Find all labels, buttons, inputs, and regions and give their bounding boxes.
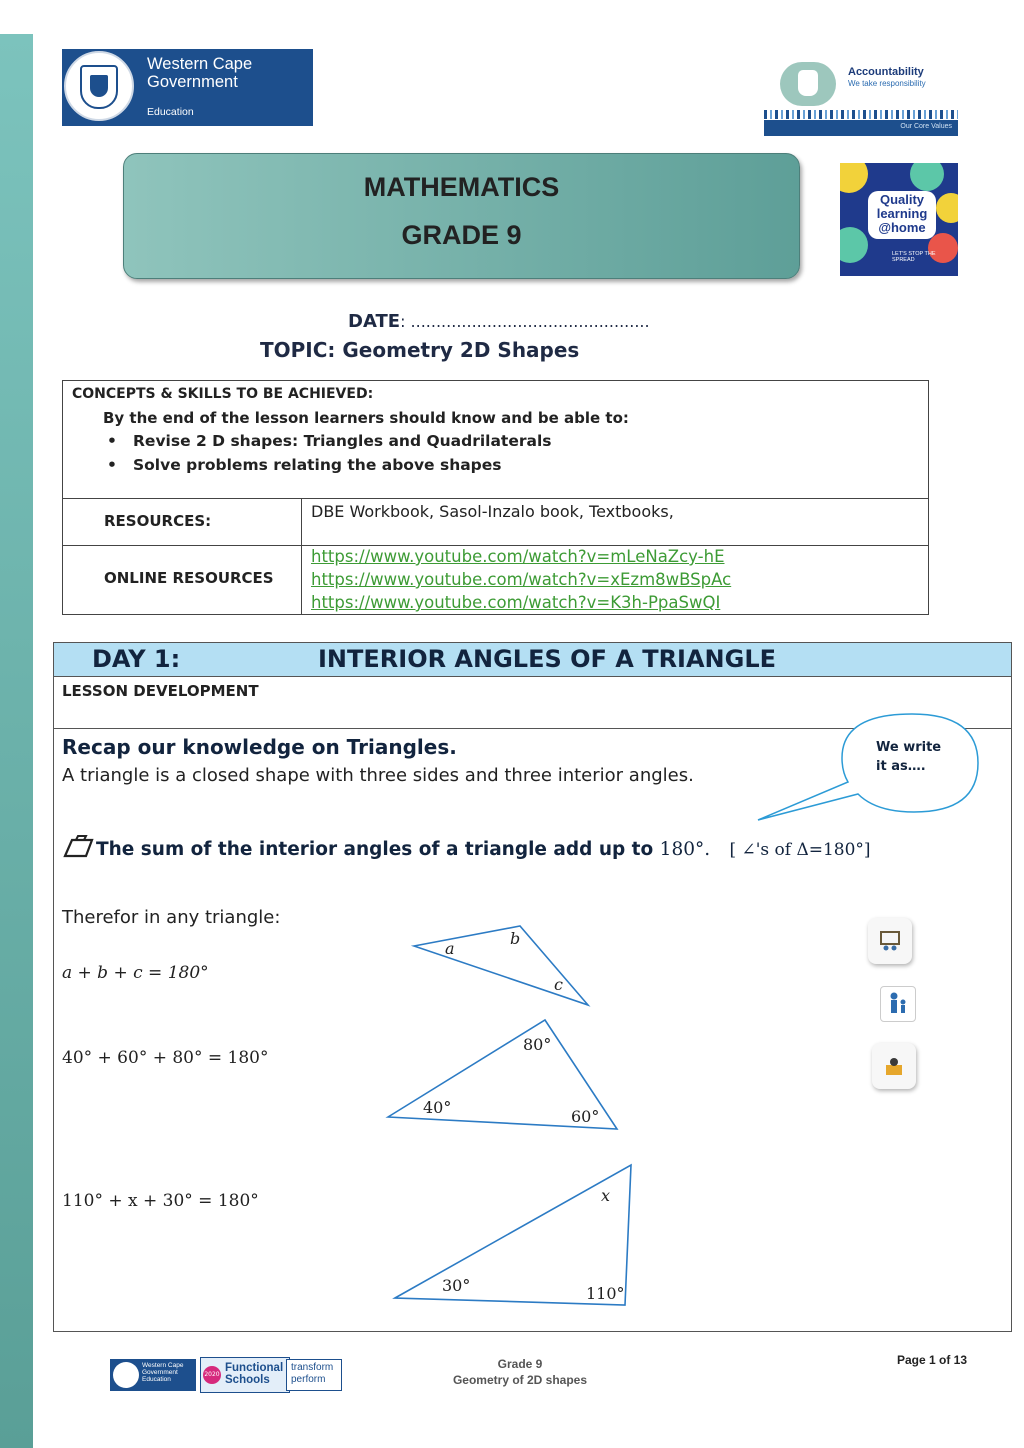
functional-year: 2020 (203, 1366, 221, 1384)
lesson-development-label: LESSON DEVELOPMENT (62, 682, 259, 700)
resources-row (63, 498, 928, 546)
core-values-bar (764, 120, 958, 136)
youtube-link-2[interactable]: https://www.youtube.com/watch?v=xEzm8wBSpAc (311, 570, 732, 589)
triangle2-label-40: 40° (423, 1098, 452, 1117)
day-title: INTERIOR ANGLES OF A TRIANGLE (318, 645, 777, 673)
rule-text: The sum of the interior angles of a triangle add up to (96, 839, 660, 860)
date-blank: : ............................................... (400, 312, 650, 331)
transform-perform-logo (286, 1359, 342, 1391)
footer-subject: Geometry of 2D shapes (452, 1373, 588, 1387)
equation-2: 40° + 60° + 80° = 180° (62, 1048, 269, 1068)
transform-perform-text: transform perform (291, 1362, 334, 1385)
page-number: Page 1 of 13 (897, 1353, 968, 1367)
hand-icon (780, 62, 836, 106)
clipboard-icon (62, 834, 96, 860)
online-resources-row (63, 545, 928, 614)
speech-bubble (752, 708, 984, 828)
accountability-sub: We take responsibility (848, 79, 926, 88)
triangle2-label-60: 60° (571, 1107, 600, 1126)
footer-logo-name: Western Cape Government (142, 1362, 184, 1376)
triangle2-label-80: 80° (523, 1035, 552, 1054)
classroom-icon[interactable] (868, 918, 912, 964)
therefor-text: Therefor in any triangle: (62, 907, 281, 928)
recap-heading: Recap our knowledge on Triangles. (62, 735, 457, 759)
concepts-intro: By the end of the lesson learners should know and be able to: (103, 409, 629, 427)
decorative-dots (764, 110, 958, 119)
grade-title: GRADE 9 (401, 220, 522, 250)
date-line (348, 311, 650, 332)
triangle1-label-a: a (445, 939, 455, 958)
concepts-heading: CONCEPTS & SKILLS TO BE ACHIEVED: (72, 386, 374, 402)
footer-wcg-logo (110, 1359, 196, 1391)
day-label: DAY 1: (92, 645, 181, 673)
core-values-text: Our Core Values (900, 123, 952, 130)
western-cape-government-logo (62, 49, 313, 126)
youtube-link-1[interactable]: https://www.youtube.com/watch?v=mLeNaZcy-hE (311, 547, 725, 566)
concepts-row (63, 381, 928, 499)
functional-schools-text: Functional Schools (225, 1362, 284, 1386)
triangle-definition: A triangle is a closed shape with three sides and three interior angles. (62, 765, 694, 786)
subject-title: MATHEMATICS (363, 172, 560, 202)
footer-logos (110, 1357, 342, 1393)
rule-value: 180°. (659, 839, 711, 860)
footer-grade: Grade 9 (497, 1357, 543, 1371)
resources-value: DBE Workbook, Sasol-Inzalo book, Textbooks, (311, 502, 674, 521)
footer-logo-sub: Education (142, 1376, 171, 1383)
decorative-sidebar-strip (0, 34, 33, 1448)
online-resources-label: ONLINE RESOURCES (104, 569, 274, 587)
rule-notation: [ ∠'s of Δ=180°] (729, 840, 871, 860)
concept-bullet-text: Solve problems relating the above shapes (133, 456, 502, 474)
concept-bullet: • Solve problems relating the above shapes (107, 456, 502, 474)
triangle1-label-b: b (510, 929, 521, 948)
student-computer-icon[interactable] (872, 1043, 916, 1089)
topic-line: TOPIC: Geometry 2D Shapes (260, 338, 580, 362)
footer-center (420, 1356, 620, 1388)
triangle3-label-110: 110° (586, 1284, 625, 1303)
functional-schools-logo (200, 1357, 290, 1393)
date-label: DATE (348, 311, 401, 332)
concept-bullet: • Revise 2 D shapes: Triangles and Quadrilaterals (107, 432, 552, 450)
equation-3: 110° + x + 30° = 180° (62, 1191, 259, 1211)
quality-badge-text: Quality learning @home (876, 192, 928, 235)
angle-sum-rule (62, 834, 871, 860)
accountability-badge (762, 60, 958, 136)
title-box (123, 153, 800, 279)
triangle3-label-30: 30° (442, 1276, 471, 1295)
triangle1-label-c: c (554, 975, 563, 994)
accountability-title: Accountability (848, 66, 924, 78)
triangle-abc (400, 915, 600, 1015)
quality-learning-badge (840, 163, 958, 276)
concepts-table (62, 380, 929, 615)
logo-name: Western Cape Government (147, 55, 253, 91)
resources-label: RESOURCES: (104, 512, 212, 530)
callout-text: We write it as…. (876, 740, 942, 774)
quality-badge-sub: LET'S STOP THE SPREAD (892, 251, 936, 263)
concept-bullet-text: Revise 2 D shapes: Triangles and Quadrilaterals (133, 432, 552, 450)
day-header (54, 643, 1011, 677)
youtube-link-3[interactable]: https://www.youtube.com/watch?v=K3h-PpaSwQI (311, 593, 721, 612)
equation-1: a + b + c = 180° (62, 963, 209, 983)
parent-child-icon[interactable] (880, 986, 916, 1022)
coat-of-arms-icon (113, 1362, 139, 1388)
triangle3-label-x: x (601, 1186, 611, 1205)
logo-sub: Education (147, 106, 194, 118)
coat-of-arms-icon (64, 51, 134, 121)
